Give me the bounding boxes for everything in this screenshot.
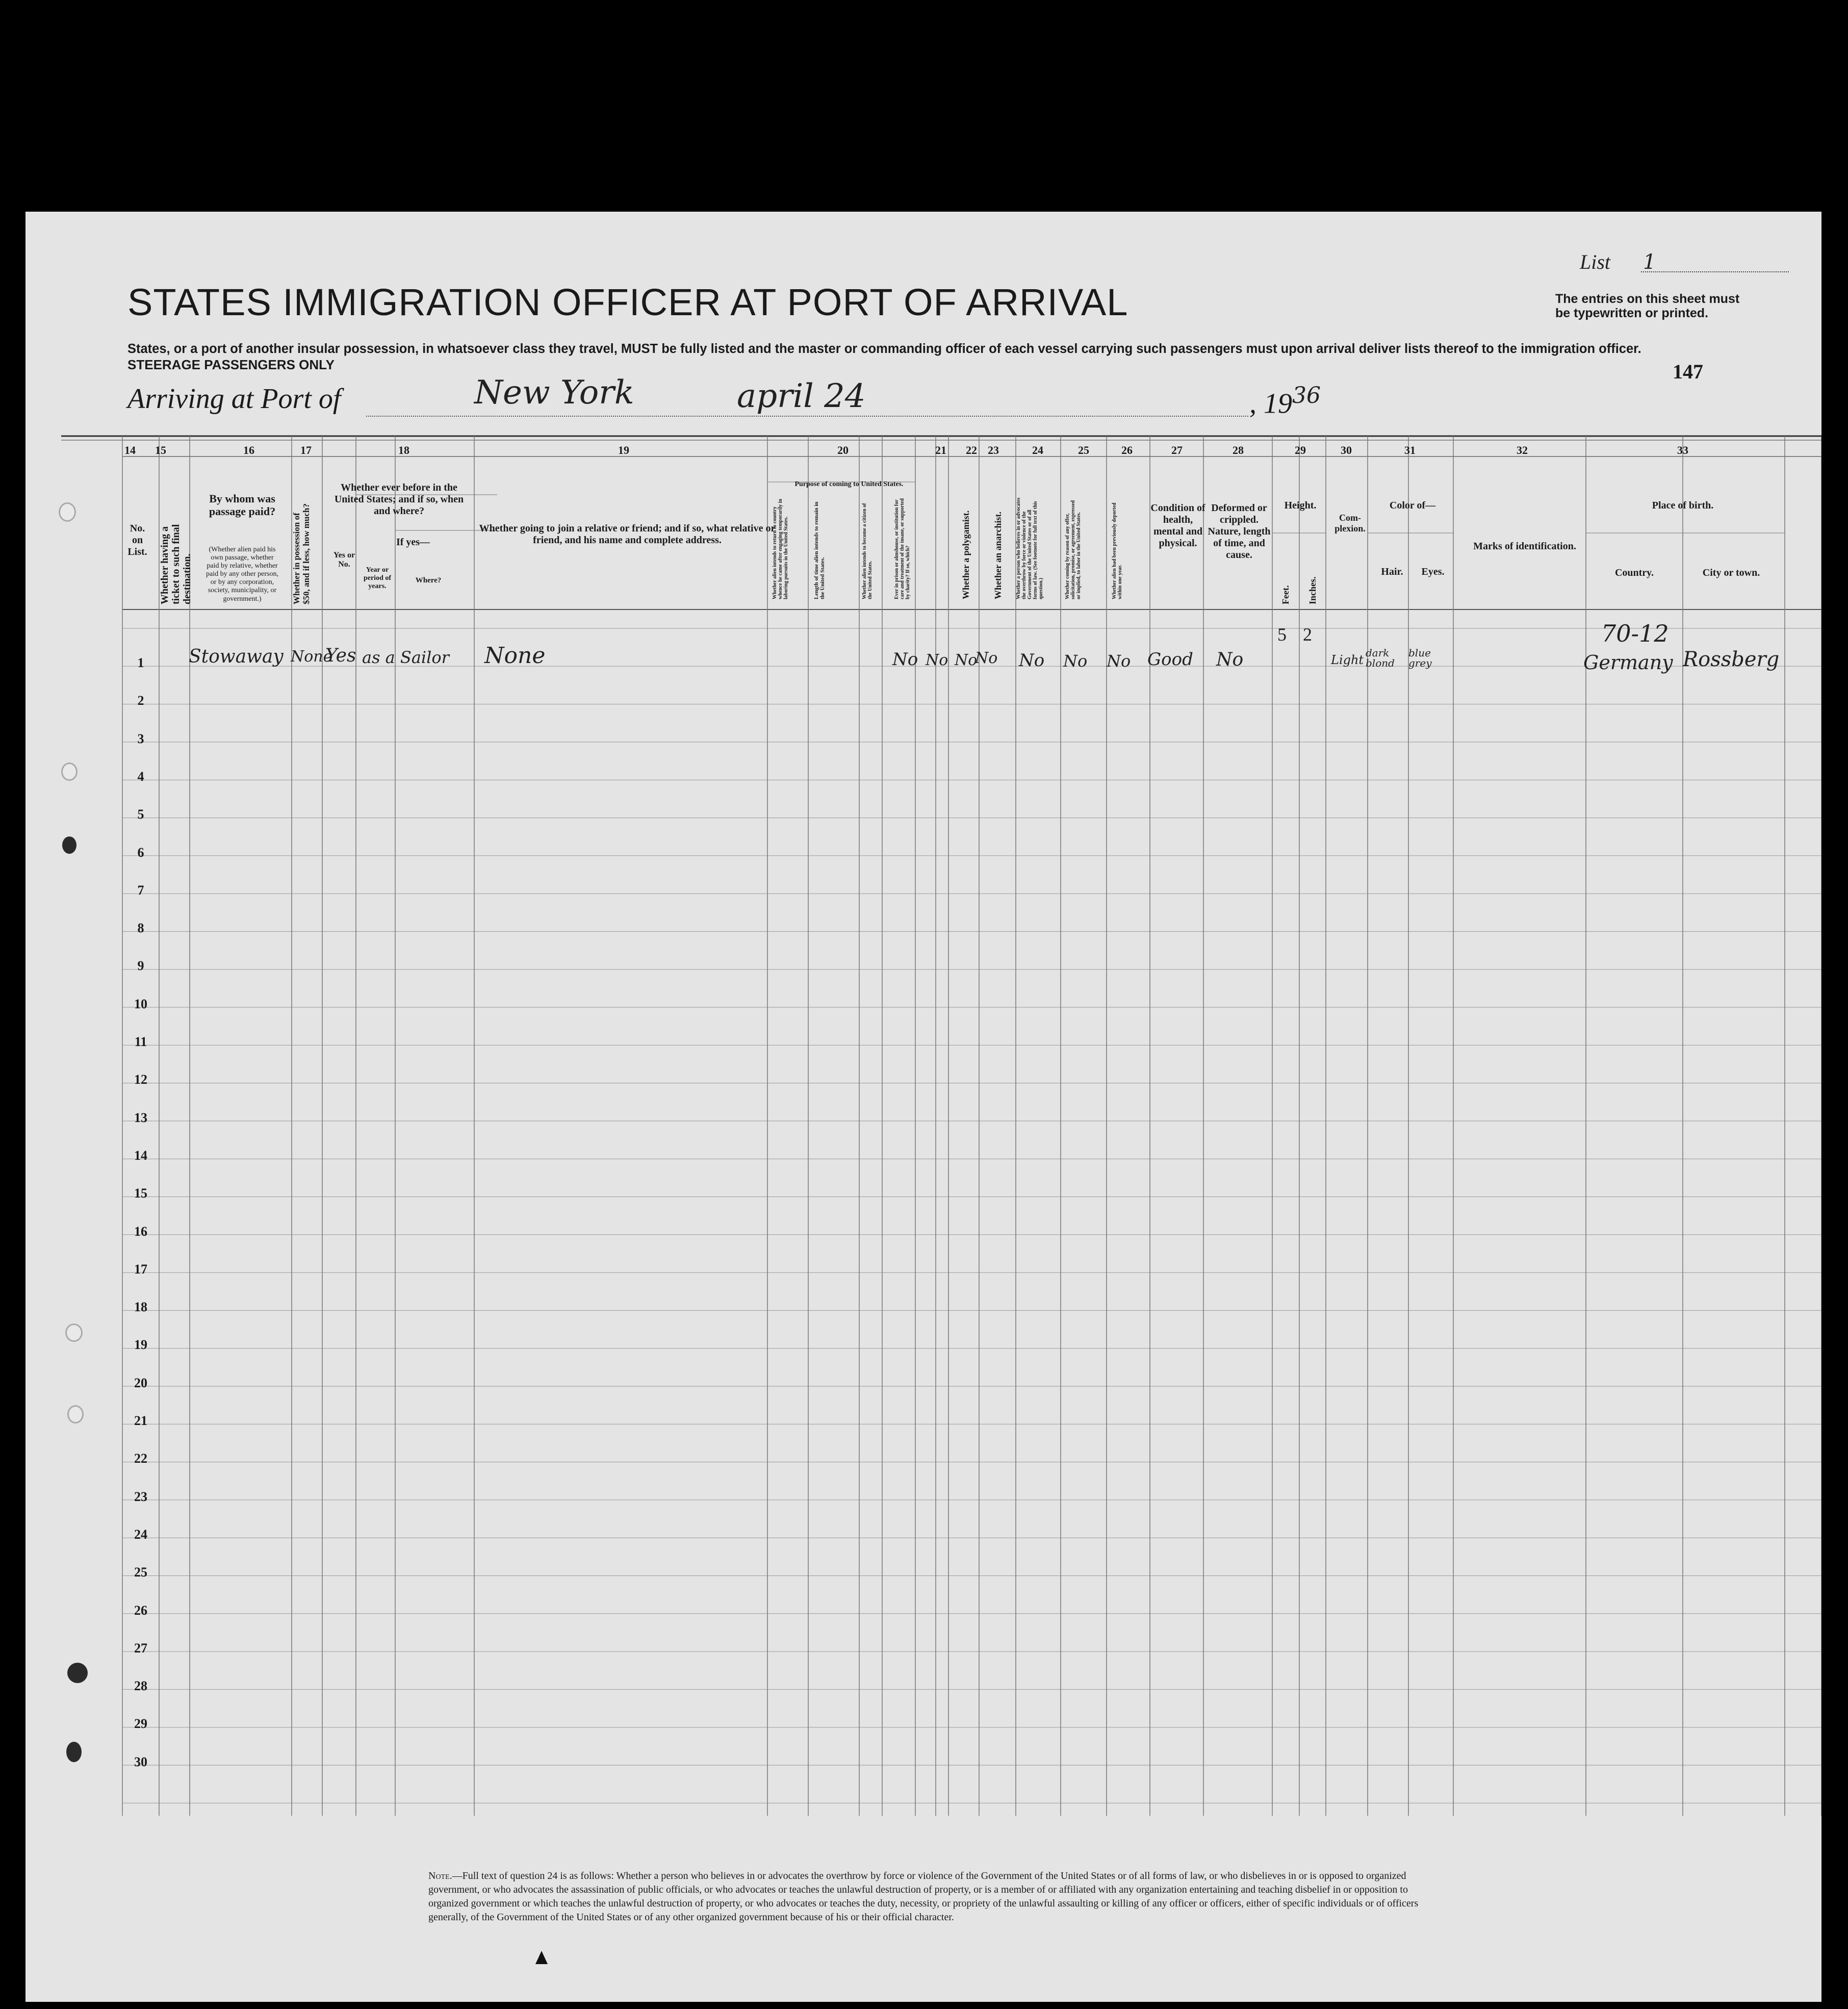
column-number: 17 xyxy=(300,444,312,456)
row-number: 29 xyxy=(134,1716,147,1732)
row-number: 11 xyxy=(134,1034,147,1049)
hdr-17: Whether in possession of $50, and if less, how much? xyxy=(292,503,311,604)
year-handwritten: 36 xyxy=(1292,383,1321,409)
entry-hair: dark blond xyxy=(1366,647,1395,669)
entry-annotation: 70-12 xyxy=(1601,620,1669,647)
hdr-20-c: Whether alien intends to become a citizen of the United States. xyxy=(862,503,873,599)
hdr-26: Whether alien had been previously deported within one year. xyxy=(1112,502,1123,599)
hdr-27: Condition of health, mental and physical. xyxy=(1150,502,1205,549)
hdr-18-where: Where? xyxy=(415,576,442,584)
row-number: 17 xyxy=(134,1261,147,1277)
entries-note-2: be typewritten or printed. xyxy=(1555,306,1709,320)
row-number: 21 xyxy=(134,1413,147,1428)
row-number: 24 xyxy=(134,1527,147,1542)
hdr-33-title: Place of birth. xyxy=(1652,500,1714,511)
entry-country: Germany xyxy=(1583,651,1673,674)
row-number: 14 xyxy=(134,1148,147,1163)
entry-c21: No xyxy=(892,649,918,670)
entry-complexion: Light xyxy=(1331,653,1364,667)
year-printed-digits: 19 xyxy=(1264,388,1292,420)
entry-c23b: No xyxy=(975,649,998,667)
hdr-23: Whether an anarchist. xyxy=(993,512,1003,599)
entry-city: Rossberg xyxy=(1683,648,1780,671)
column-number: 23 xyxy=(988,444,999,456)
entry-c25: No xyxy=(1063,651,1088,671)
hdr-32: Marks of identification. xyxy=(1473,541,1576,552)
hdr-33-city: City or town. xyxy=(1702,567,1760,578)
hdr-18-title: Whether ever before in the United States; and if so, when and where? xyxy=(334,482,464,517)
row-number: 12 xyxy=(134,1072,147,1087)
row-number: 18 xyxy=(134,1300,147,1315)
column-number: 16 xyxy=(243,444,254,456)
row-number: 2 xyxy=(137,693,144,708)
entry-deformed: No xyxy=(1216,649,1244,670)
row-number: 3 xyxy=(137,731,144,746)
hdr-30: Com- plexion. xyxy=(1334,513,1366,533)
list-number: 1 xyxy=(1643,250,1656,274)
date-handwritten: april 24 xyxy=(737,377,866,415)
entry-c26: No xyxy=(1107,651,1131,671)
column-number: 29 xyxy=(1295,444,1306,456)
entry-ticket: Stowaway xyxy=(189,646,284,667)
entry-eyes: blue grey xyxy=(1408,647,1432,669)
column-number: 18 xyxy=(398,444,409,456)
column-number: 27 xyxy=(1171,444,1183,456)
list-label: List xyxy=(1580,250,1611,273)
row-number: 5 xyxy=(137,807,144,822)
hdr-20-a: Whether alien intends to return to country whence he came after engaging temporarily in laboring pursuits in the United States. xyxy=(772,499,789,599)
hdr-31-title: Color of— xyxy=(1389,500,1436,511)
footnote-text: —Full text of question 24 is as follows: Whether a person who believes in or advocates the overthrow by force or violence of the Government of the United States or of all forms of law, or who disbelieves in or is opposed to organized government, or who advocates the assassination of public officials, or who advocates or teaches the unlawful destruction of property, or is a member of or affiliated with any organization entertaining and teaching disbelief in or opposition to organized government or which teaches the unlawful destruction of property, or who advocates or teaches the duty, necessity, or propriety of the unlawful assaulting or killing of any officer or officers, either of specific individuals or of officers generally, of the Government of the United States or of any other organized government because of his or their official character. xyxy=(428,1870,1419,1923)
hdr-29-feet: Feet. xyxy=(1280,585,1291,604)
column-number: 31 xyxy=(1404,444,1416,456)
row-number: 20 xyxy=(134,1375,147,1390)
hdr-16-sub: (Whether alien paid his own passage, whether paid by relative, whether paid by any other person, or by any corporation, society, municipality, or government.) xyxy=(206,546,278,603)
column-number: 19 xyxy=(618,444,629,456)
row-number: 19 xyxy=(134,1337,147,1353)
row-number: 10 xyxy=(134,996,147,1011)
page-title: STATES IMMIGRATION OFFICER AT PORT OF ARRIVAL xyxy=(127,281,1128,323)
steerage-label: STEERAGE PASSENGERS ONLY xyxy=(127,357,335,372)
row-number: 7 xyxy=(137,882,144,898)
row-number: 26 xyxy=(134,1603,147,1618)
column-number: 30 xyxy=(1341,444,1352,456)
row-number: 6 xyxy=(137,845,144,860)
hdr-16-title: By whom was passage paid? xyxy=(209,492,276,518)
entry-c24: No xyxy=(1019,650,1045,671)
hdr-20-title: Purpose of coming to United States. xyxy=(794,480,904,488)
hdr-18-year: Year or period of years. xyxy=(363,566,392,591)
entry-before-yesno: Yes xyxy=(325,645,356,666)
hdr-18-yesno: Yes or No. xyxy=(333,551,355,569)
row-number: 30 xyxy=(134,1754,147,1769)
footnote xyxy=(428,1869,1448,1924)
column-number: 20 xyxy=(837,444,849,456)
hdr-25: Whether coming by reason of any offer, solicitation, promise, or agreement, expressed or implied, to labor in the United States. xyxy=(1065,500,1082,599)
entry-feet: 5 xyxy=(1277,624,1287,645)
hdr-15: Whether having a ticket to such final destination. xyxy=(159,524,193,604)
column-number: 28 xyxy=(1233,444,1244,456)
entry-c23: No xyxy=(955,651,978,669)
hdr-33-country: Country. xyxy=(1614,567,1654,578)
entries-note-1: The entries on this sheet must xyxy=(1555,292,1740,306)
hdr-29-title: Height. xyxy=(1284,500,1317,511)
row-number: 8 xyxy=(137,921,144,936)
row-number: 4 xyxy=(137,769,144,784)
hdr-19: Whether going to join a relative or friend; and if so, what relative or friend, and his name and complete address. xyxy=(479,523,776,546)
column-number: 33 xyxy=(1677,444,1688,456)
year-printed: , $19^{36}$ xyxy=(1249,383,1321,420)
hdr-29-inches: Inches. xyxy=(1307,576,1318,604)
entry-before-period: as a Sailor xyxy=(362,648,449,667)
row-number: 22 xyxy=(134,1451,147,1466)
column-number: 32 xyxy=(1517,444,1528,456)
instruction-line: States, or a port of another insular possession, in whatsoever class they travel, MUST be fully listed and the master or commanding officer of each vessel carrying such passengers must upon arrival deliver lists thereof to the immigration officer. xyxy=(127,342,1641,356)
hdr-20-b: Length of time alien intends to remain in the United States. xyxy=(813,501,826,599)
row-number: 1 xyxy=(137,655,144,670)
hdr-31-hair: Hair. xyxy=(1381,566,1403,577)
row-number: 15 xyxy=(134,1186,147,1201)
port-handwritten: New York xyxy=(474,374,634,412)
arriving-label: Arriving at Port of xyxy=(127,383,341,415)
column-number: 22 xyxy=(966,444,977,456)
column-number: 26 xyxy=(1121,444,1133,456)
row-number: 9 xyxy=(137,958,144,974)
row-number: 28 xyxy=(134,1679,147,1694)
entry-inches: 2 xyxy=(1303,624,1312,645)
column-number: 25 xyxy=(1078,444,1089,456)
entry-health: Good xyxy=(1147,649,1193,670)
column-number: 24 xyxy=(1032,444,1043,456)
column-number: 21 xyxy=(935,444,946,456)
hdr-18-ifyes: If yes— xyxy=(396,537,430,548)
row-number: 27 xyxy=(134,1640,147,1656)
row-number: 16 xyxy=(134,1224,147,1239)
row-number: 25 xyxy=(134,1565,147,1580)
hdr-22: Whether a polygamist. xyxy=(961,510,971,599)
entry-join: None xyxy=(484,643,546,669)
hdr-14: No. on List. xyxy=(127,523,147,557)
row-number: 13 xyxy=(134,1110,147,1125)
page-number: 147 xyxy=(1673,360,1703,383)
manifest-sheet xyxy=(25,212,1821,2002)
hdr-24: Whether a person who believes in or advocates the overthrow by force or violence of the Government of the United States or of all forms of law. (See footnote for full text of this question.) xyxy=(1016,497,1044,599)
column-number: 14 xyxy=(124,444,136,456)
entry-paid-by: None xyxy=(291,648,332,666)
footnote-arrow xyxy=(535,1951,548,1964)
row-number: 23 xyxy=(134,1489,147,1504)
footnote-label: Note. xyxy=(428,1870,452,1881)
column-number: 15 xyxy=(155,444,166,456)
hdr-21: Ever in prison or almshouse, or institution for care and treatment of the insane, or supported by charity? If so, which? xyxy=(894,498,911,599)
hdr-31-eyes: Eyes. xyxy=(1421,566,1445,577)
entry-c22: No xyxy=(926,651,948,669)
hdr-28: Deformed or crippled. Nature, length of time, and cause. xyxy=(1208,502,1271,561)
